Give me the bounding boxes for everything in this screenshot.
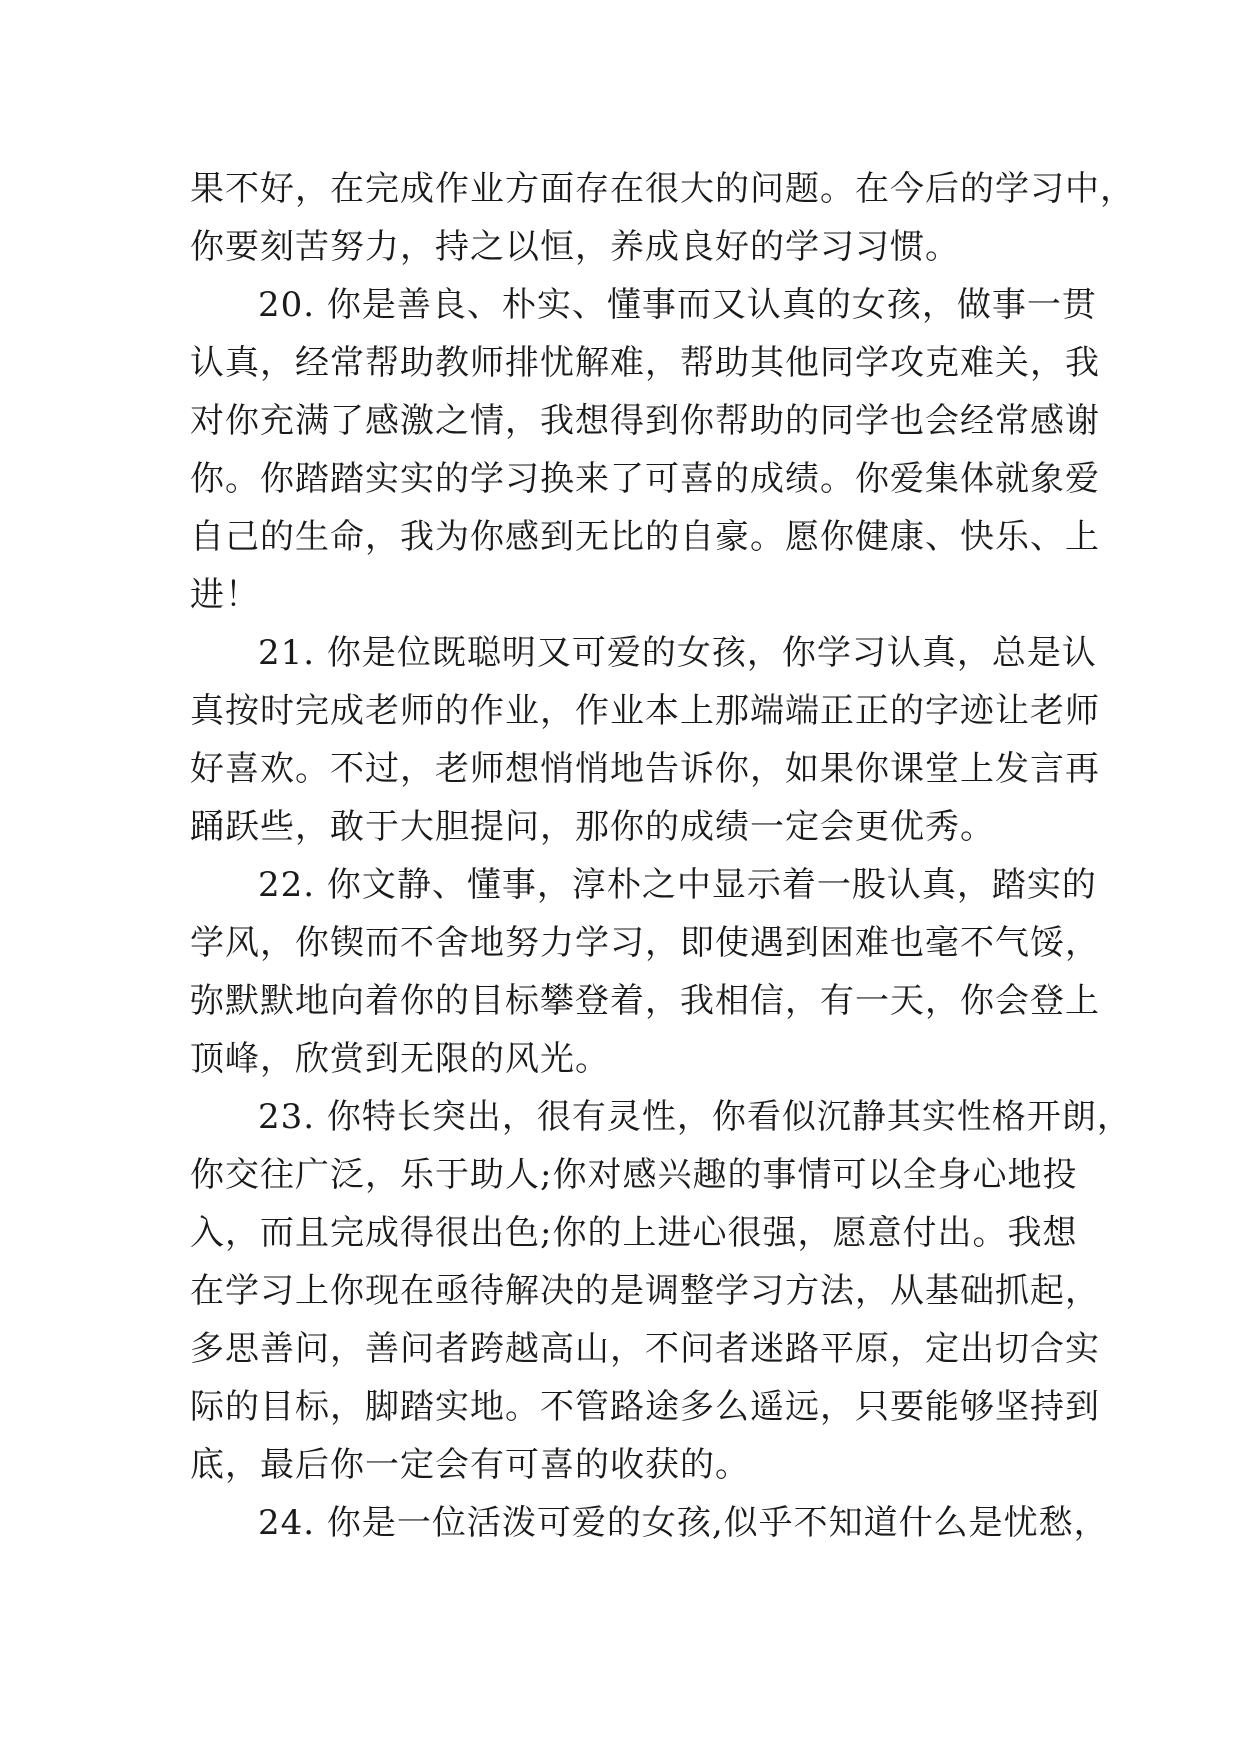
text-line: 你要刻苦努力，持之以恒，养成良好的学习习惯。 (190, 227, 960, 267)
text-line: 底，最后你一定会有可喜的收获的。 (190, 1445, 750, 1485)
text-line: 踊跃些，敢于大胆提问，那你的成绩一定会更优秀。 (190, 807, 995, 847)
text-line: 认真，经常帮助教师排忧解难，帮助其他同学攻克难关，我 (190, 343, 1100, 383)
text-line: 在学习上你现在亟待解决的是调整学习方法，从基础抓起， (190, 1271, 1100, 1311)
text-line: 进！ (190, 575, 260, 615)
text-line: 弥默默地向着你的目标攀登着，我相信，有一天，你会登上 (190, 981, 1100, 1021)
text-line: 顶峰，欣赏到无限的风光。 (190, 1039, 610, 1079)
text-line: 对你充满了感激之情，我想得到你帮助的同学也会经常感谢 (190, 401, 1100, 441)
text-line: 22. 你文静、懂事，淳朴之中显示着一股认真，踏实的 (258, 865, 1097, 905)
text-line: 入，而且完成得很出色;你的上进心很强，愿意付出。我想 (190, 1213, 1078, 1253)
document-body (190, 160, 1135, 1552)
text-line: 际的目标，脚踏实地。不管路途多么遥远，只要能够坚持到 (190, 1387, 1100, 1427)
text-line: 20. 你是善良、朴实、懂事而又认真的女孩，做事一贯 (258, 285, 1097, 325)
text-line: 真按时完成老师的作业，作业本上那端端正正的字迹让老师 (190, 691, 1100, 731)
text-line: 多思善问，善问者跨越高山，不问者迷路平原，定出切合实 (190, 1329, 1100, 1369)
text-line: 学风，你锲而不舍地努力学习，即使遇到困难也毫不气馁， (190, 923, 1100, 963)
text-line: 24. 你是一位活泼可爱的女孩,似乎不知道什么是忧愁， (258, 1503, 1109, 1543)
text-line: 好喜欢。不过，老师想悄悄地告诉你，如果你课堂上发言再 (190, 749, 1100, 789)
text-line: 21. 你是位既聪明又可爱的女孩，你学习认真，总是认 (258, 633, 1097, 673)
text-line: 你。你踏踏实实的学习换来了可喜的成绩。你爱集体就象爱 (190, 459, 1100, 499)
text-line: 果不好，在完成作业方面存在很大的问题。在今后的学习中， (190, 169, 1135, 209)
text-line: 23. 你特长突出，很有灵性，你看似沉静其实性格开朗， (258, 1097, 1132, 1137)
text-line: 你交往广泛，乐于助人;你对感兴趣的事情可以全身心地投 (190, 1155, 1078, 1195)
text-line: 自己的生命，我为你感到无比的自豪。愿你健康、快乐、上 (190, 517, 1100, 557)
